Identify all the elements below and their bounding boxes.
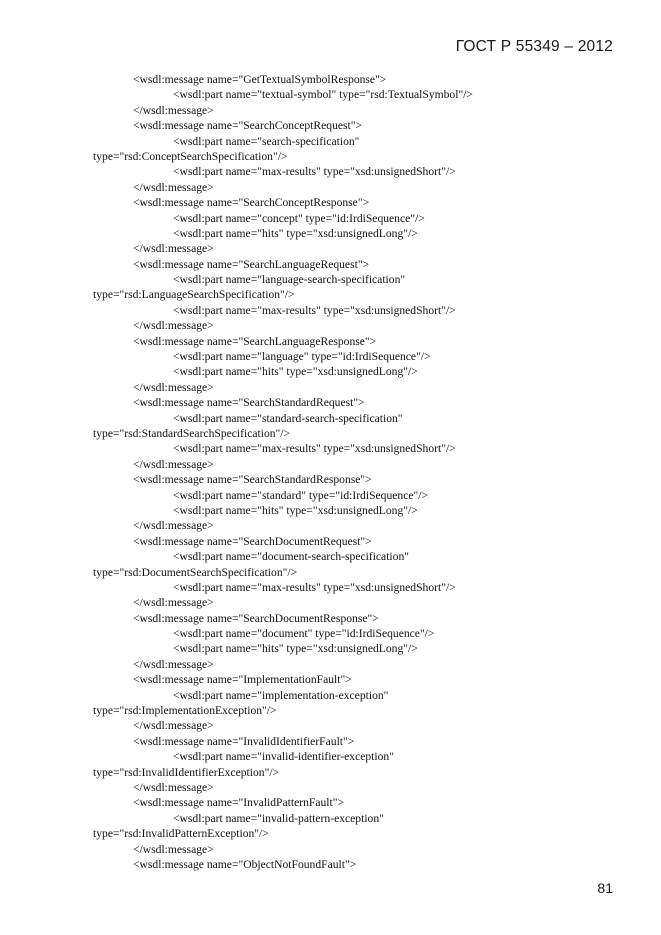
code-line: <wsdl:part name="max-results" type="xsd:unsignedShort"/> (173, 303, 456, 317)
code-line: <wsdl:part name="standard" type="id:IrdiSequence"/> (173, 488, 428, 502)
code-line: <wsdl:part name="max-results" type="xsd:unsignedShort"/> (173, 580, 456, 594)
code-line: <wsdl:message name="SearchStandardResponse"> (133, 473, 372, 487)
code-line: type="rsd:DocumentSearchSpecification"/> (93, 565, 298, 579)
code-line: </wsdl:message> (133, 657, 214, 671)
code-line: type="rsd:ConceptSearchSpecification"/> (93, 149, 288, 163)
code-line: <wsdl:part name="textual-symbol" type="rsd:TextualSymbol"/> (173, 88, 473, 102)
code-line: <wsdl:message name="ImplementationFault"> (133, 673, 352, 687)
code-line: </wsdl:message> (133, 780, 214, 794)
code-line: type="rsd:ImplementationException"/> (93, 704, 277, 718)
code-line: <wsdl:part name="implementation-exception" (173, 688, 389, 702)
code-line: </wsdl:message> (133, 519, 214, 533)
code-line: </wsdl:message> (133, 842, 214, 856)
code-line: <wsdl:part name="invalid-pattern-exception" (173, 811, 384, 825)
code-line: type="rsd:InvalidPatternException"/> (93, 827, 269, 841)
code-line: </wsdl:message> (133, 319, 214, 333)
code-line: <wsdl:part name="hits" type="xsd:unsignedLong"/> (173, 642, 418, 656)
code-line: <wsdl:part name="document-search-specification" (173, 550, 409, 564)
page-number: 81 (597, 880, 613, 896)
code-line: <wsdl:message name="SearchDocumentResponse"> (133, 611, 379, 625)
code-line: <wsdl:part name="document" type="id:IrdiSequence"/> (173, 627, 435, 641)
code-line: <wsdl:part name="max-results" type="xsd:unsignedShort"/> (173, 165, 456, 179)
code-line: <wsdl:message name="InvalidIdentifierFault"> (133, 734, 355, 748)
code-line: type="rsd:StandardSearchSpecification"/> (93, 426, 291, 440)
code-line: </wsdl:message> (133, 242, 214, 256)
code-line: <wsdl:message name="ObjectNotFoundFault"> (133, 857, 357, 871)
code-line: <wsdl:part name="hits" type="xsd:unsignedLong"/> (173, 503, 418, 517)
code-line: <wsdl:message name="InvalidPatternFault"> (133, 796, 344, 810)
code-line: <wsdl:part name="hits" type="xsd:unsignedLong"/> (173, 226, 418, 240)
code-line: </wsdl:message> (133, 719, 214, 733)
code-line: <wsdl:message name="SearchConceptRequest"> (133, 119, 363, 133)
code-line: <wsdl:message name="SearchDocumentRequest"> (133, 534, 372, 548)
code-listing (0, 72, 661, 872)
document-header: ГОСТ Р 55349 – 2012 (455, 38, 613, 55)
code-line: <wsdl:message name="GetTextualSymbolResponse"> (133, 73, 387, 86)
code-line: </wsdl:message> (133, 103, 214, 117)
code-line: <wsdl:part name="invalid-identifier-exception" (173, 750, 394, 764)
code-line: </wsdl:message> (133, 596, 214, 610)
code-line: <wsdl:part name="language" type="id:IrdiSequence"/> (173, 350, 431, 364)
code-line: <wsdl:part name="standard-search-specification" (173, 411, 403, 425)
code-line: </wsdl:message> (133, 380, 214, 394)
code-line: <wsdl:part name="language-search-specification" (173, 273, 406, 287)
code-line: <wsdl:message name="SearchConceptResponse"> (133, 196, 370, 210)
code-line: <wsdl:message name="SearchLanguageRequest"> (133, 257, 370, 271)
code-line: <wsdl:part name="concept" type="id:IrdiSequence"/> (173, 211, 425, 225)
code-line: type="rsd:InvalidIdentifierException"/> (93, 765, 280, 779)
code-line: <wsdl:message name="SearchLanguageResponse"> (133, 334, 377, 348)
code-line: </wsdl:message> (133, 180, 214, 194)
code-line: type="rsd:LanguageSearchSpecification"/> (93, 288, 295, 302)
code-line: <wsdl:part name="max-results" type="xsd:unsignedShort"/> (173, 442, 456, 456)
code-line: <wsdl:part name="hits" type="xsd:unsignedLong"/> (173, 365, 418, 379)
code-line: <wsdl:part name="search-specification" (173, 134, 360, 148)
code-line: </wsdl:message> (133, 457, 214, 471)
code-line: <wsdl:message name="SearchStandardRequest"> (133, 396, 365, 410)
